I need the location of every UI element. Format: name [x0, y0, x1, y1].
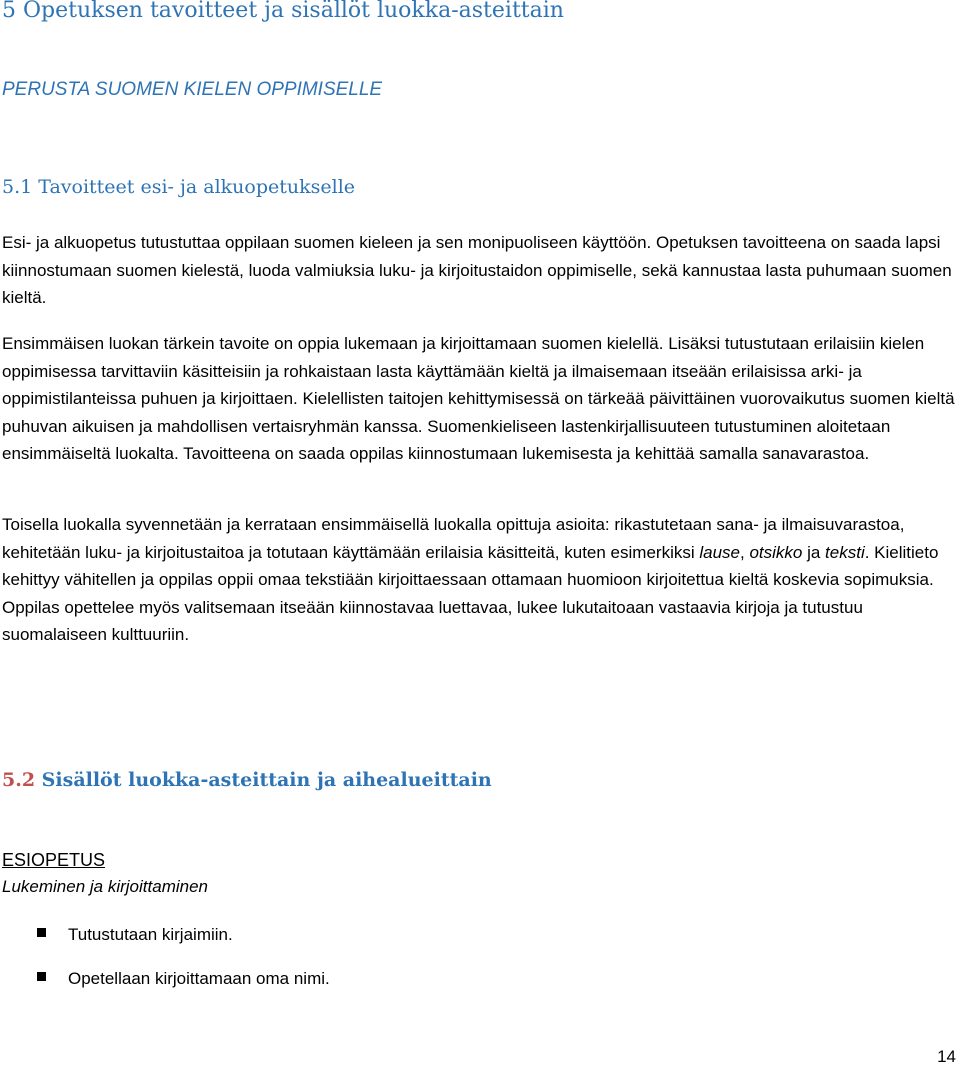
page-number: 14	[937, 1047, 956, 1066]
term-lause: lause	[699, 542, 740, 562]
square-bullet-icon	[37, 972, 46, 981]
term-otsikko: otsikko	[749, 542, 803, 562]
esiopetus-heading: ESIOPETUS	[2, 850, 106, 870]
heading-title: Sisällöt luokka-asteittain ja aihealueittain	[35, 769, 492, 791]
chapter-heading: 5 Opetuksen tavoitteet ja sisällöt luokka-asteittain	[2, 0, 564, 23]
paragraph-intro: Esi- ja alkuopetus tutustuttaa oppilaan suomen kieleen ja sen monipuoliseen käyttöön. Opetuksen tavoitteena on saada lapsi kiinnostumaan suomen kielestä, luoda valmiuksia luku- ja kirjoitustaidon oppimiselle, sekä kannustaa lasta puhumaan suomen kieltä.	[2, 233, 952, 307]
section-heading: PERUSTA SUOMEN KIELEN OPPIMISELLE	[2, 79, 383, 100]
list-item: Opetellaan kirjoittamaan oma nimi.	[0, 965, 330, 1009]
paragraph-first-grade: Ensimmäisen luokan tärkein tavoite on oppia lukemaan ja kirjoittamaan suomen kielellä. Lisäksi tutustutaan erilaisiin kielen oppimisessa tarvittaviin käsitteisiin ja rohkaistaan lasta käyttämään kieltä ja ilmaisemaan itseään erilaisissa arki- ja oppimistilanteissa puhuen ja kirjoittaen. Kielellisten taitojen kehittymisessä on tärkeää päivittäinen vuorovaikutus suomen kieltä puhuvan aikuisen ja mahdollisen vertaisryhmän kanssa. Suomenkieliseen lastenkirjallisuuteen tutustuminen aloitetaan ensimmäiseltä luokalta. Tavoitteena on saada oppilas kiinnostumaan lukemisesta ja kehittää samalla sanavarastoa.	[2, 334, 955, 463]
term-teksti: teksti	[825, 542, 865, 562]
square-bullet-icon	[37, 928, 46, 937]
topic-subtitle: Lukeminen ja kirjoittaminen	[2, 877, 208, 896]
list-item: Tutustutaan kirjaimiin.	[0, 921, 330, 965]
bullet-list	[0, 921, 330, 1009]
subsection-heading-5-2	[2, 766, 492, 794]
paragraph-second-grade: Toisella luokalla syvennetään ja kerrataan ensimmäisellä luokalla opittuja asioita: rikastutetaan sana- ja ilmaisuvarastoa, kehitetään luku- ja kirjoitustaitoa ja totutaan käyttämään erilaisia käsitteitä, kuten esimerkiksi lause, otsikko ja teksti. Kielitieto kehittyy vähitellen ja oppilas oppii omaa tekstiään kirjoittaessaan ottamaan huomioon kirjoitettua kieltä koskevia sopimuksia. Oppilas opettelee myös valitsemaan itseään kiinnostavaa luettavaa, lukee lukutaitoaan vastaavia kirjoja ja tutustuu suomalaiseen kulttuuriin.	[2, 515, 939, 644]
subsection-heading-5-1: 5.1 Tavoitteet esi- ja alkuopetukselle	[2, 176, 356, 198]
heading-number: 5.2	[2, 769, 36, 791]
